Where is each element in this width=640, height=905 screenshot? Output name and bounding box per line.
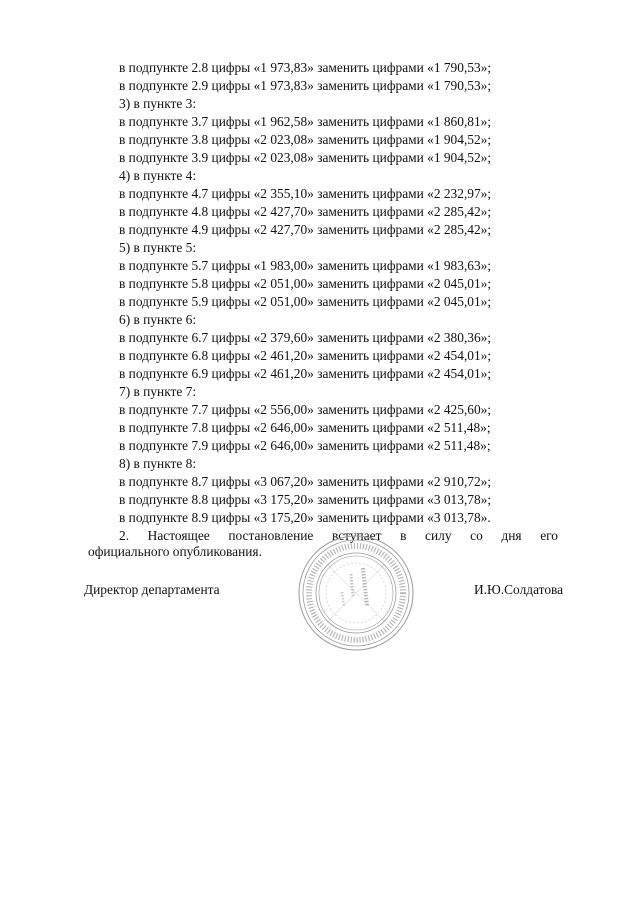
effective-clause-line: 2. Настоящее постановление вступает в силу со дня его (119, 528, 558, 543)
section-heading: 7) в пункте 7: (119, 384, 197, 399)
signatory-position: Директор департамента (84, 582, 220, 597)
amendment-line: в подпункте 3.9 цифры «2 023,08» заменить цифрами «1 904,52»; (119, 150, 492, 165)
amendment-line: в подпункте 6.7 цифры «2 379,60» заменить цифрами «2 380,36»; (119, 330, 492, 345)
amendment-line: в подпункте 3.8 цифры «2 023,08» заменить цифрами «1 904,52»; (119, 132, 492, 147)
amendment-line: в подпункте 8.8 цифры «3 175,20» заменить цифрами «3 013,78»; (119, 492, 492, 507)
amendment-line: в подпункте 4.8 цифры «2 427,70» заменить цифрами «2 285,42»; (119, 204, 492, 219)
official-seal-icon (297, 534, 415, 652)
amendment-line: в подпункте 3.7 цифры «1 962,58» заменить цифрами «1 860,81»; (119, 114, 492, 129)
amendment-line: в подпункте 7.9 цифры «2 646,00» заменить цифрами «2 511,48»; (119, 438, 491, 453)
amendment-line: в подпункте 4.7 цифры «2 355,10» заменить цифрами «2 232,97»; (119, 186, 492, 201)
amendment-line: в подпункте 5.8 цифры «2 051,00» заменить цифрами «2 045,01»; (119, 276, 492, 291)
section-heading: 3) в пункте 3: (119, 96, 197, 111)
amendment-line: в подпункте 8.9 цифры «3 175,20» заменить цифрами «3 013,78». (119, 510, 491, 525)
amendment-line: в подпункте 7.7 цифры «2 556,00» заменить цифрами «2 425,60»; (119, 402, 492, 417)
signatory-name: И.Ю.Солдатова (474, 582, 564, 597)
section-heading: 6) в пункте 6: (119, 312, 197, 327)
amendment-line: в подпункте 5.7 цифры «1 983,00» заменить цифрами «1 983,63»; (119, 258, 492, 273)
amendment-line: в подпункте 2.8 цифры «1 973,83» заменить цифрами «1 790,53»; (119, 60, 492, 75)
amendment-line: в подпункте 7.8 цифры «2 646,00» заменить цифрами «2 511,48»; (119, 420, 491, 435)
amendment-line: в подпункте 5.9 цифры «2 051,00» заменить цифрами «2 045,01»; (119, 294, 492, 309)
section-heading: 5) в пункте 5: (119, 240, 197, 255)
amendment-line: в подпункте 6.8 цифры «2 461,20» заменить цифрами «2 454,01»; (119, 348, 492, 363)
effective-clause-line: официального опубликования. (88, 544, 262, 559)
amendment-line: в подпункте 8.7 цифры «3 067,20» заменить цифрами «2 910,72»; (119, 474, 492, 489)
amendment-line: в подпункте 4.9 цифры «2 427,70» заменить цифрами «2 285,42»; (119, 222, 492, 237)
section-heading: 4) в пункте 4: (119, 168, 197, 183)
amendment-line: в подпункте 2.9 цифры «1 973,83» заменить цифрами «1 790,53»; (119, 78, 492, 93)
amendment-line: в подпункте 6.9 цифры «2 461,20» заменить цифрами «2 454,01»; (119, 366, 492, 381)
section-heading: 8) в пункте 8: (119, 456, 197, 471)
